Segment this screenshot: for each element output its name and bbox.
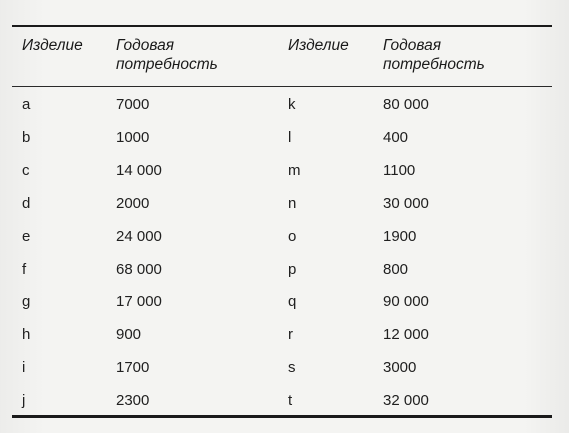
right-demand-cell: 800: [383, 261, 409, 278]
left-item-cell: a: [22, 96, 31, 113]
header-demand-right: Годовая потребность: [383, 37, 485, 73]
left-item-cell: g: [22, 293, 31, 310]
left-demand-cell: 17 000: [116, 293, 162, 310]
table-bottom-rule: [12, 415, 552, 418]
right-item-cell: m: [288, 162, 301, 179]
table-top-rule: [12, 25, 552, 27]
right-demand-cell: 1900: [383, 228, 417, 245]
right-item-cell: o: [288, 228, 297, 245]
right-demand-cell: 80 000: [383, 96, 429, 113]
left-item-cell: i: [22, 359, 26, 376]
left-item-cell: j: [22, 392, 26, 409]
right-item-cell: r: [288, 326, 293, 343]
right-item-cell: l: [288, 129, 292, 146]
right-demand-cell: 12 000: [383, 326, 429, 343]
right-demand-cell: 400: [383, 129, 409, 146]
header-item-left: Изделие: [22, 37, 83, 54]
left-demand-cell: 900: [116, 326, 142, 343]
left-demand-cell: 24 000: [116, 228, 162, 245]
left-item-cell: c: [22, 162, 30, 179]
right-item-cell: s: [288, 359, 296, 376]
left-demand-cell: 1000: [116, 129, 150, 146]
right-demand-cell: 1100: [383, 162, 416, 179]
right-item-cell: k: [288, 96, 296, 113]
right-item-cell: q: [288, 293, 297, 310]
header-item-right: Изделие: [288, 37, 349, 54]
left-item-cell: d: [22, 195, 31, 212]
left-item-cell: h: [22, 326, 31, 343]
header-demand-left: Годовая потребность: [116, 37, 218, 73]
left-demand-cell: 2300: [116, 392, 150, 409]
right-demand-cell: 30 000: [383, 195, 429, 212]
right-item-cell: t: [288, 392, 293, 409]
table-header-rule: [12, 86, 552, 87]
left-demand-cell: 1700: [116, 359, 150, 376]
left-demand-cell: 7000: [116, 96, 150, 113]
right-demand-cell: 90 000: [383, 293, 429, 310]
left-item-cell: b: [22, 129, 31, 146]
right-item-cell: p: [288, 261, 297, 278]
left-demand-cell: 14 000: [116, 162, 162, 179]
left-demand-cell: 2000: [116, 195, 150, 212]
right-demand-cell: 3000: [383, 359, 417, 376]
right-demand-cell: 32 000: [383, 392, 429, 409]
right-item-cell: n: [288, 195, 297, 212]
left-item-cell: e: [22, 228, 31, 245]
left-item-cell: f: [22, 261, 27, 278]
left-demand-cell: 68 000: [116, 261, 162, 278]
